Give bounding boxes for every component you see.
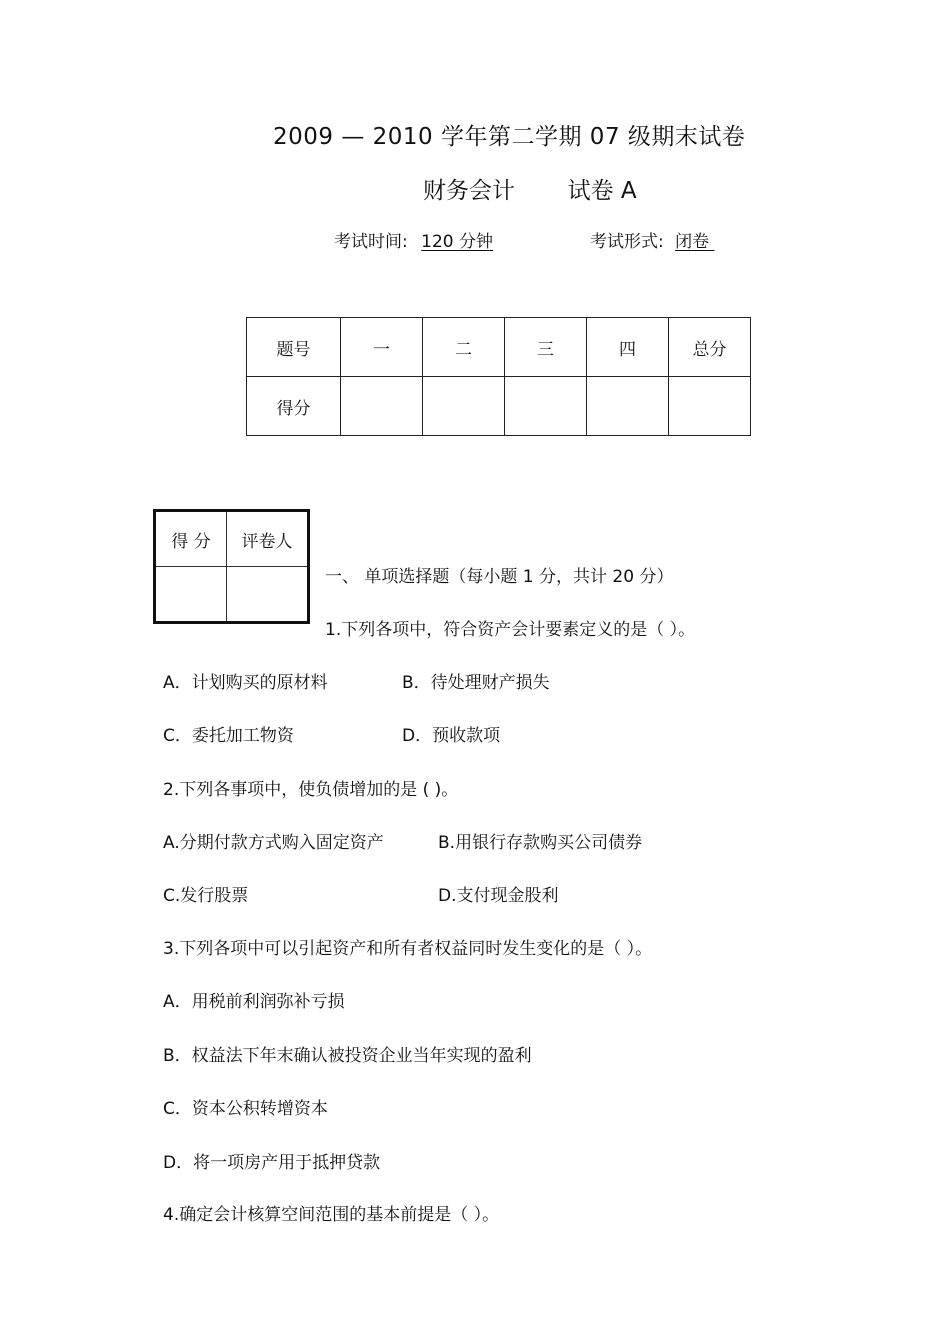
question-1-option-c: C．委托加工物资 [163, 726, 294, 746]
question-2-option-a: A.分期付款方式购入固定资产 [163, 833, 384, 853]
score-header-cell: 三 [505, 318, 587, 377]
question-2-option-b: B.用银行存款购买公司债券 [438, 833, 643, 853]
exam-time [334, 227, 493, 252]
question-3-option-a: A．用税前利润弥补亏损 [163, 992, 345, 1012]
grader-score-header: 得 分 [155, 511, 227, 567]
score-row-label: 得分 [247, 377, 341, 436]
section-title: 一、 单项选择题（每小题 1 分，共计 20 分） [325, 567, 674, 587]
score-cell[interactable] [341, 377, 423, 436]
question-1-stem: 1.下列各项中，符合资产会计要素定义的是（ ）。 [325, 620, 696, 640]
question-3-stem: 3.下列各项中可以引起资产和所有者权益同时发生变化的是（ ）。 [163, 939, 653, 959]
exam-form-label: 考试形式: [590, 232, 664, 252]
grader-table [153, 509, 310, 624]
question-1-option-d: D．预收款项 [402, 726, 501, 746]
question-2-option-d: D.支付现金股利 [438, 886, 559, 906]
score-cell[interactable] [423, 377, 505, 436]
grader-score-cell[interactable] [155, 567, 227, 623]
score-header-cell: 总分 [669, 318, 751, 377]
score-table-score-row [247, 377, 751, 436]
paper-label: 试卷 A [567, 178, 637, 204]
exam-subtitle [423, 172, 637, 205]
question-3-option-c: C．资本公积转增资本 [163, 1099, 328, 1119]
exam-title: 2009 — 2010 学年第二学期 07 级期末试卷 [273, 124, 746, 150]
exam-form-value: 闭卷 [675, 232, 710, 252]
grader-name-cell[interactable] [227, 567, 309, 623]
question-1-option-b: B．待处理财产损失 [402, 673, 550, 693]
exam-form [590, 227, 715, 252]
question-3-option-d: D．将一项房产用于抵押贷款 [163, 1153, 381, 1173]
exam-time-label: 考试时间: [334, 232, 408, 252]
question-3-option-b: B．权益法下年末确认被投资企业当年实现的盈利 [163, 1046, 532, 1066]
score-header-cell: 四 [587, 318, 669, 377]
grader-name-header: 评卷人 [227, 511, 309, 567]
score-header-cell: 一 [341, 318, 423, 377]
question-1-option-a: A．计划购买的原材料 [163, 673, 328, 693]
question-4-stem: 4.确定会计核算空间范围的基本前提是（ ）。 [163, 1205, 500, 1225]
score-cell[interactable] [505, 377, 587, 436]
score-cell[interactable] [587, 377, 669, 436]
score-table [246, 317, 751, 436]
score-table-header-row [247, 318, 751, 377]
score-header-cell: 二 [423, 318, 505, 377]
question-2-option-c: C.发行股票 [163, 886, 249, 906]
question-2-stem: 2.下列各事项中，使负债增加的是 ( )。 [163, 780, 459, 800]
score-header-cell: 题号 [247, 318, 341, 377]
exam-time-value: 120 分钟 [421, 232, 493, 252]
score-cell[interactable] [669, 377, 751, 436]
subject-name: 财务会计 [423, 178, 515, 204]
